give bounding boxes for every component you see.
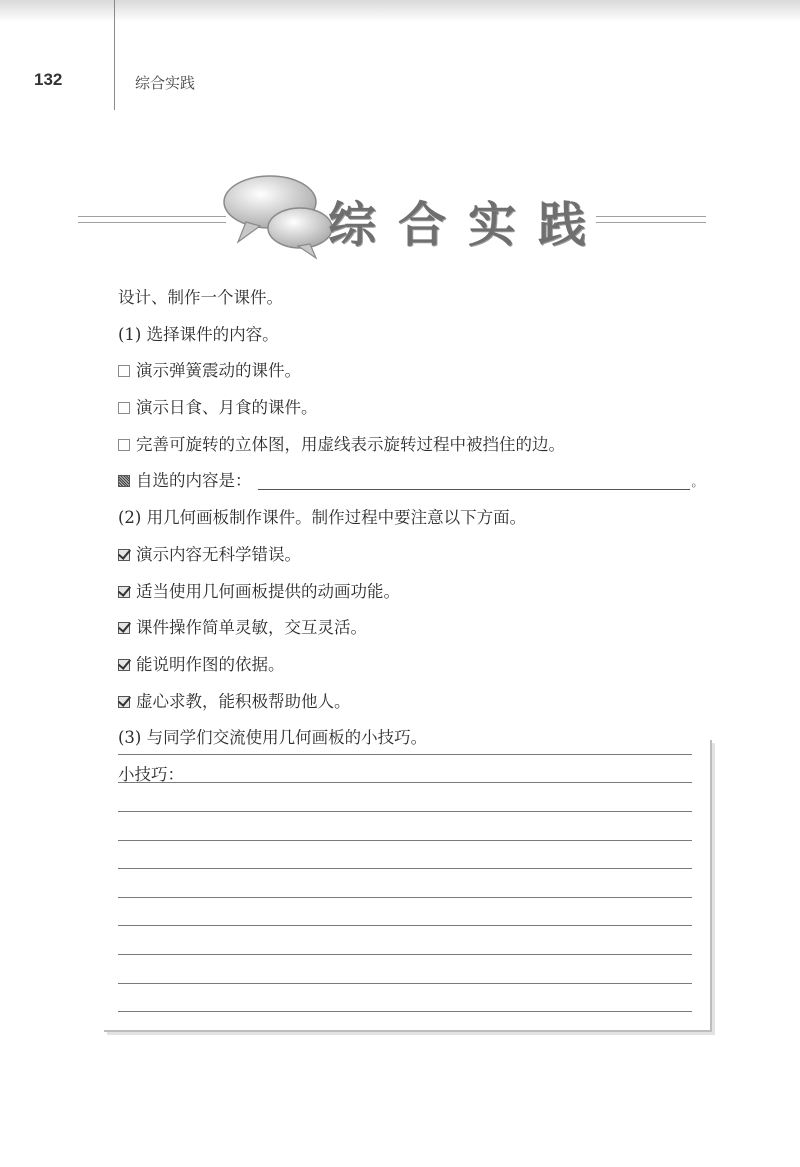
- page-top-shading: [0, 0, 800, 22]
- writing-line[interactable]: [118, 1011, 692, 1012]
- writing-line[interactable]: [118, 897, 692, 898]
- note-item: [118, 537, 718, 574]
- banner-rule-left: [78, 216, 226, 223]
- note-label: 虚心求教，能积极帮助他人。: [136, 691, 351, 711]
- running-title: 综合实践: [135, 75, 196, 92]
- writing-line[interactable]: [118, 811, 692, 812]
- checkmark-box-icon[interactable]: [118, 586, 130, 598]
- section1-heading: (1) 选择课件的内容。: [118, 324, 279, 344]
- content-option: [118, 427, 718, 464]
- header-divider: [114, 0, 115, 110]
- checkmark-box-icon[interactable]: [118, 696, 130, 708]
- note-item: [118, 647, 718, 684]
- section2-heading: (2) 用几何画板制作课件。制作过程中要注意以下方面。: [118, 508, 527, 528]
- note-item: [118, 684, 718, 721]
- fill-in-blank[interactable]: [258, 469, 690, 490]
- note-label: 演示内容无科学错误。: [136, 544, 301, 564]
- content-option: [118, 390, 718, 427]
- filled-checkbox-icon[interactable]: [118, 475, 130, 487]
- banner-title: 综合实践: [328, 197, 609, 253]
- writing-line[interactable]: [118, 954, 692, 955]
- option-label: 自选的内容是：: [136, 471, 252, 491]
- checkbox-icon[interactable]: [118, 439, 130, 451]
- writing-line[interactable]: [118, 840, 692, 841]
- writing-line[interactable]: [118, 868, 692, 869]
- checkmark-box-icon[interactable]: [118, 659, 130, 671]
- checkmark-box-icon[interactable]: [118, 549, 130, 561]
- checkbox-icon[interactable]: [118, 365, 130, 377]
- note-item: [118, 610, 718, 647]
- banner-rule-right: [596, 216, 706, 223]
- tips-writing-box[interactable]: [104, 740, 712, 1032]
- intro-text: 设计、制作一个课件。: [118, 288, 283, 307]
- note-label: 能说明作图的依据。: [136, 654, 285, 674]
- page-number: 132: [34, 70, 63, 89]
- checkmark-box-icon[interactable]: [118, 622, 130, 634]
- content-option: [118, 353, 718, 390]
- writing-line[interactable]: [118, 782, 692, 783]
- section3-heading: (3) 与同学们交流使用几何画板的小技巧。: [118, 728, 428, 748]
- writing-line[interactable]: [118, 754, 692, 755]
- option-label: 演示弹簧震动的课件。: [136, 361, 301, 381]
- sentence-end: 。: [691, 475, 704, 490]
- tips-label: 小技巧：: [118, 764, 184, 784]
- option-label: 演示日食、月食的课件。: [136, 398, 318, 418]
- speech-bubbles-icon: [218, 172, 338, 262]
- writing-line[interactable]: [118, 983, 692, 984]
- note-item: [118, 574, 718, 611]
- checkbox-icon[interactable]: [118, 402, 130, 414]
- writing-line[interactable]: [118, 925, 692, 926]
- activity-content: [118, 280, 718, 794]
- note-label: 课件操作简单灵敏，交互灵活。: [136, 618, 367, 638]
- content-option-custom: [118, 463, 718, 500]
- option-label: 完善可旋转的立体图，用虚线表示旋转过程中被挡住的边。: [136, 434, 565, 454]
- note-label: 适当使用几何画板提供的动画功能。: [136, 581, 400, 601]
